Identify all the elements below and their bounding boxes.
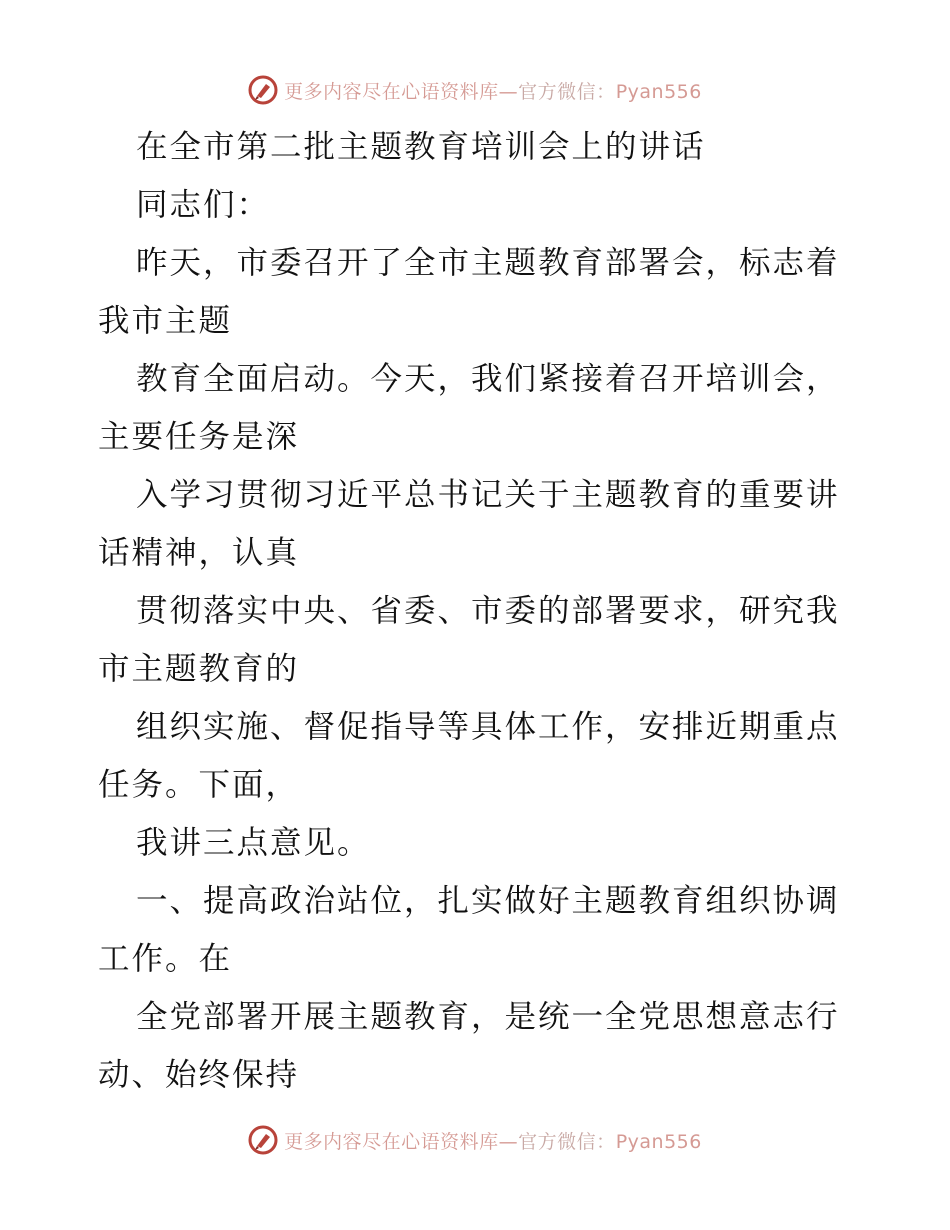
banner-text: 更多内容尽在心语资料库—: [284, 80, 519, 103]
document-title: 在全市第二批主题教育培训会上的讲话: [136, 129, 706, 165]
pen-nib-circle-icon: [248, 1125, 278, 1155]
paragraph-line: 入学习贯彻习近平总书记关于主题教育的重要讲: [136, 477, 840, 513]
paragraph-line: 动、始终保持: [98, 1057, 300, 1093]
paragraph-line: 我讲三点意见。: [136, 825, 371, 861]
pen-nib-circle-icon: [248, 75, 278, 105]
banner-wechat-label: 官方微信：: [518, 80, 616, 103]
banner-wechat-id: Pyan556: [615, 1130, 702, 1153]
document-body: [98, 118, 858, 1104]
section-heading-line: 工作。在: [98, 941, 233, 977]
banner-text: 更多内容尽在心语资料库—: [284, 1130, 519, 1153]
paragraph-line: 主要任务是深: [98, 419, 300, 455]
salutation: 同志们：: [136, 187, 271, 223]
banner-wechat-id: Pyan556: [615, 80, 702, 103]
paragraph-line: 任务。下面，: [98, 767, 300, 803]
paragraph-line: 话精神，认真: [98, 535, 300, 571]
paragraph-line: 昨天，市委召开了全市主题教育部署会，标志着: [136, 245, 840, 281]
footer-watermark-banner: [0, 1120, 950, 1160]
paragraph-line: 组织实施、督促指导等具体工作，安排近期重点: [136, 709, 840, 745]
paragraph-line: 全党部署开展主题教育，是统一全党思想意志行: [136, 999, 840, 1035]
paragraph-line: 教育全面启动。今天，我们紧接着召开培训会，: [136, 361, 840, 397]
header-watermark-banner: [0, 70, 950, 110]
paragraph-line: 我市主题: [98, 303, 233, 339]
banner-wechat-label: 官方微信：: [518, 1130, 616, 1153]
paragraph-line: 贯彻落实中央、省委、市委的部署要求，研究我: [136, 593, 840, 629]
section-heading-line: 一、提高政治站位，扎实做好主题教育组织协调: [136, 883, 840, 919]
paragraph-line: 市主题教育的: [98, 651, 300, 687]
